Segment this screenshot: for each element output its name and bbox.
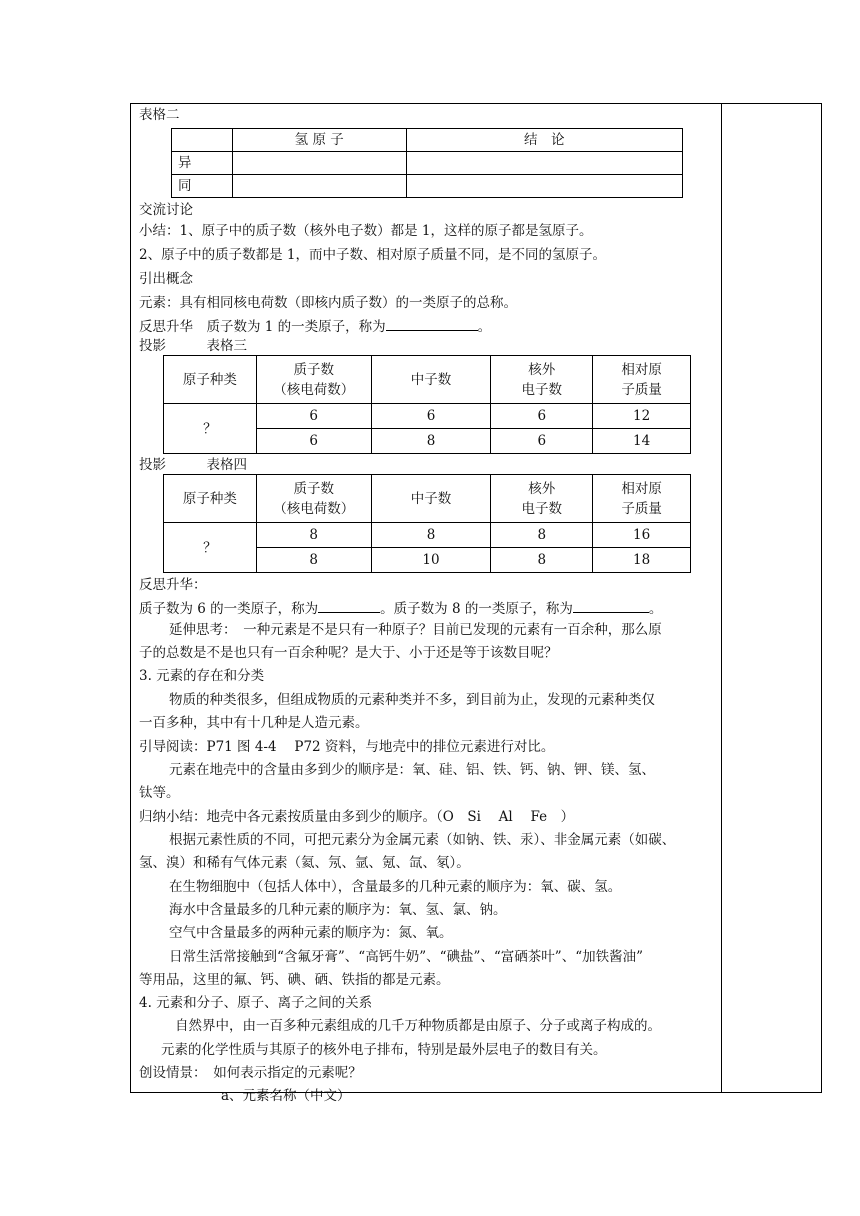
row-label-cell: 异 <box>172 152 233 175</box>
section4-p1: 自然界中，由一百多种元素组成的几千万种物质都是由原子、分子或离子构成的。 <box>175 1018 661 1034</box>
table-header-cell: 中子数 <box>371 356 491 404</box>
table-cell: 6 <box>256 404 371 429</box>
table-row <box>164 475 691 523</box>
table-cell: 6 <box>371 404 491 429</box>
crust-order-b: 钛等。 <box>139 785 180 801</box>
table-cell: 14 <box>593 429 691 454</box>
table-row <box>172 152 683 175</box>
table-cell: 8 <box>256 523 371 548</box>
item-a: a、元素名称（中文） <box>221 1088 351 1104</box>
table-cell: 8 <box>491 523 593 548</box>
classification-b: 氢、溴）和稀有气体元素（氦、氖、氩、氪、氙、氡）。 <box>139 855 470 871</box>
atom-type-cell: ？ <box>164 404 257 454</box>
section3-heading: 3. 元素的存在和分类 <box>139 668 265 684</box>
table-cell: 16 <box>593 523 691 548</box>
table-row <box>164 356 691 404</box>
reflect2-text-a: 质子数为 6 的一类原子，称为 <box>139 601 319 617</box>
crust-order-a: 元素在地壳中的含量由多到少的顺序是：氧、硅、铝、铁、钙、钠、钾、镁、氢、 <box>169 762 655 778</box>
crust-conclusion: 归纳小结：地壳中各元素按质量由多到少的顺序。（O Si Al Fe ） <box>139 809 575 825</box>
atom-type-cell: ？ <box>164 523 257 573</box>
table-header-cell: 结 论 <box>406 129 682 152</box>
lesson-plan-frame <box>130 103 822 1104</box>
reflect2-text-c: 。 <box>648 601 663 617</box>
table-cell: 10 <box>371 548 491 573</box>
daily-life-a: 日常生活常接触到“含氟牙膏”、“高钙牛奶”、“碘盐”、“富硒茶叶”、“加铁酱油” <box>169 949 644 965</box>
extend-line-1: 延伸思考： 一种元素是不是只有一种原子？目前已发现的元素有一百余种，那么原 <box>169 622 662 638</box>
table-header-cell: 相对原 子质量 <box>593 356 691 404</box>
table-cell: 6 <box>491 429 593 454</box>
daily-life-b: 等用品，这里的氟、钙、碘、硒、铁指的都是元素。 <box>139 972 450 988</box>
section4-p2: 元素的化学性质与其原子的核外电子排布，特别是最外层电子的数目有关。 <box>161 1042 607 1058</box>
answer-blank <box>573 598 649 613</box>
table-header-cell: 核外 电子数 <box>491 475 593 523</box>
table-header-cell: 中子数 <box>371 475 491 523</box>
table-cell: 8 <box>491 548 593 573</box>
reading-guide: 引导阅读：P71 图 4-4 P72 资料，与地壳中的排位元素进行对比。 <box>139 739 555 755</box>
table-cell: 12 <box>593 404 691 429</box>
answer-blank <box>318 598 380 613</box>
answer-blank <box>386 316 478 331</box>
scenario-question: 创设情景： 如何表示指定的元素呢？ <box>139 1065 362 1081</box>
table-row <box>172 129 683 152</box>
table-header-cell: 氢 原 子 <box>232 129 406 152</box>
reflect2-heading: 反思升华： <box>139 577 207 593</box>
reflect-text: 反思升华 质子数为 1 的一类原子，称为 <box>139 319 386 335</box>
row-label-cell: 同 <box>172 175 233 198</box>
table4-caption: 投影 表格四 <box>139 457 247 473</box>
table-cell <box>406 152 682 175</box>
table-header-cell: 原子种类 <box>164 356 257 404</box>
air-elements: 空气中含量最多的两种元素的顺序为：氮、氧。 <box>169 925 453 941</box>
summary-line-2: 2、原子中的质子数都是 1，而中子数、相对原子质量不同，是不同的氢原子。 <box>139 247 606 263</box>
table-cell <box>172 129 233 152</box>
table-header-cell: 原子种类 <box>164 475 257 523</box>
concept-heading: 引出概念 <box>139 271 193 287</box>
table-header-cell: 质子数 （核电荷数） <box>256 475 371 523</box>
summary-line-1: 小结：1、原子中的质子数（核外电子数）都是 1，这样的原子都是氢原子。 <box>139 223 593 239</box>
reflect2-text-b: 。质子数为 8 的一类原子，称为 <box>380 601 573 617</box>
table-cell: 18 <box>593 548 691 573</box>
table3-caption: 投影 表格三 <box>139 338 247 354</box>
table-header-cell: 核外 电子数 <box>491 356 593 404</box>
table-cell <box>232 152 406 175</box>
table-cell: 8 <box>371 429 491 454</box>
reflect-end: 。 <box>477 319 492 335</box>
table-cell: 8 <box>256 548 371 573</box>
table-row <box>164 523 691 548</box>
table-row <box>164 404 691 429</box>
element-definition: 元素：具有相同核电荷数（即核内质子数）的一类原子的总称。 <box>139 295 517 311</box>
section3-p1b: 一百多种，其中有十几种是人造元素。 <box>139 715 369 731</box>
sea-elements: 海水中含量最多的几种元素的顺序为：氧、氢、氯、钠。 <box>169 902 507 918</box>
table-cell <box>406 175 682 198</box>
section3-p1a: 物质的种类很多，但组成物质的元素种类并不多，到目前为止，发现的元素种类仅 <box>169 692 655 708</box>
table-cell: 8 <box>371 523 491 548</box>
table-4 <box>163 474 691 573</box>
table2-title: 表格二 <box>139 107 180 123</box>
table-2 <box>171 128 683 198</box>
bio-elements: 在生物细胞中（包括人体中），含量最多的几种元素的顺序为：氧、碳、氢。 <box>169 879 622 895</box>
table-3 <box>163 355 691 454</box>
reflect2-question <box>139 598 662 618</box>
discussion-heading: 交流讨论 <box>139 202 193 218</box>
extend-line-2: 子的总数是不是也只有一百余种呢？是大于、小于还是等于该数目呢？ <box>139 645 558 661</box>
table-cell: 6 <box>491 404 593 429</box>
table-cell <box>232 175 406 198</box>
table-header-cell: 相对原 子质量 <box>593 475 691 523</box>
section4-heading: 4. 元素和分子、原子、离子之间的关系 <box>139 995 373 1011</box>
reflect-question <box>139 316 491 336</box>
classification-a: 根据元素性质的不同，可把元素分为金属元素（如钠、铁、汞）、非金属元素（如碳、 <box>169 832 676 848</box>
table-header-cell: 质子数 （核电荷数） <box>256 356 371 404</box>
notes-column-divider <box>721 104 722 1092</box>
table-cell: 6 <box>256 429 371 454</box>
table-row <box>172 175 683 198</box>
